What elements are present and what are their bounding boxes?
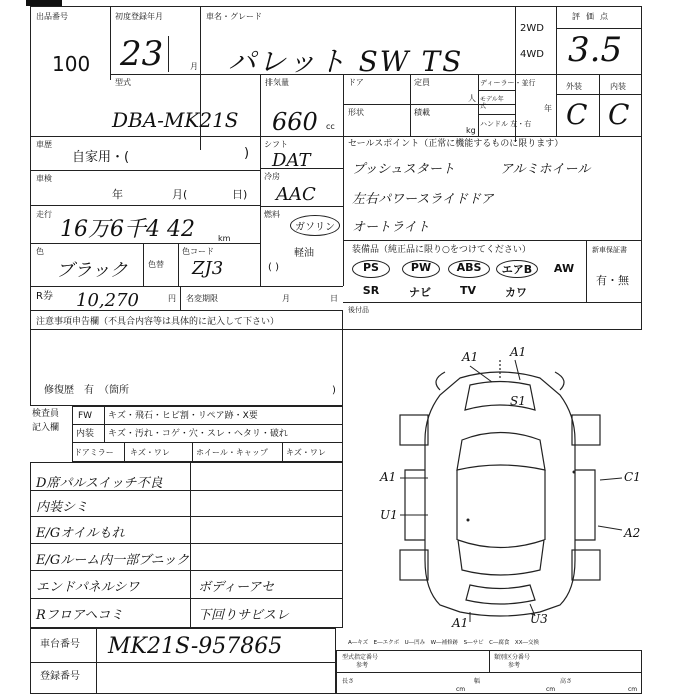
- displacement-label: 排気量: [265, 78, 289, 87]
- repair-history: 修復歴 有 （箇所: [44, 385, 129, 396]
- capacity-label: 定員: [414, 78, 430, 87]
- inspector-fw-options: キズ・飛石・ヒビ割・リペア跡・X要: [108, 411, 258, 421]
- fuel-diesel: 軽油: [294, 248, 314, 259]
- cooler-value: AAC: [276, 184, 316, 205]
- exterior-label: 外装: [566, 82, 582, 91]
- inspector-interior-options: キズ・汚れ・コゲ・穴・スレ・ヘタリ・破れ: [108, 429, 288, 439]
- note-left-6: Rフロアヘコミ: [36, 608, 124, 623]
- color-code-value: ZJ3: [192, 258, 224, 279]
- capacity-unit: 人: [468, 94, 476, 103]
- warranty-options: 有・無: [596, 274, 629, 287]
- recycle-value: 10,270: [76, 290, 139, 311]
- sales-point-2: アルミホイール: [500, 162, 591, 177]
- kg-unit: kg: [466, 126, 476, 135]
- interior-label: 内装: [610, 82, 626, 91]
- mark-rear-right: U3: [530, 612, 548, 626]
- shape-label: 形状: [348, 108, 364, 117]
- mark-hood: S1: [510, 394, 526, 408]
- inspection-label: 車検: [36, 174, 52, 183]
- type-label: 型式: [115, 78, 131, 87]
- note-right-5: ボディーアセ: [198, 580, 275, 595]
- sales-point-3: 左右パワースライドドア: [352, 192, 494, 207]
- mark-right-door: C1: [624, 470, 641, 484]
- length-unit: cm: [456, 686, 466, 693]
- width-label: 幅: [474, 678, 481, 685]
- shift-label: シフト: [264, 140, 288, 149]
- height-unit: cm: [628, 686, 638, 693]
- mark-rear-left: A1: [452, 616, 469, 630]
- lot-number: 100: [52, 52, 91, 76]
- history-paren-close: ): [244, 146, 250, 161]
- mark-left-door: A1: [380, 470, 397, 484]
- color-label: 色: [36, 247, 44, 256]
- type-value: DBA-MK21S: [112, 108, 239, 132]
- equip-sr: SR: [362, 284, 380, 297]
- equip-abs: ABS: [448, 260, 490, 278]
- first-reg-year: 23: [120, 34, 164, 74]
- yen-unit: 円: [168, 294, 176, 303]
- repaint-label: 色替: [148, 260, 164, 269]
- displacement-value: 660: [272, 108, 318, 136]
- mark-front-right: A1: [510, 345, 527, 359]
- load-label: 積載: [414, 108, 430, 117]
- repair-close: ): [332, 385, 336, 396]
- color-value: ブラック: [56, 260, 128, 281]
- score-value: 3.5: [568, 30, 623, 70]
- note-left-5: エンドパネルシワ: [36, 580, 140, 595]
- approval-label: 型式指定番号: [342, 654, 379, 661]
- chassis-value: MK21S-957865: [108, 634, 283, 659]
- note-right-6: 下回りサビスレ: [198, 608, 290, 623]
- mark-left-rear: U1: [380, 508, 398, 522]
- recycle-label: R券: [36, 291, 53, 302]
- inspector-label-2: 記入欄: [32, 423, 60, 433]
- registration-label: 登録番号: [40, 671, 80, 682]
- approval-ref: 参考: [356, 662, 369, 669]
- year-unit: 年: [544, 104, 552, 113]
- equip-ps: PS: [352, 260, 390, 278]
- note-left-3: E/Gオイルもれ: [36, 526, 125, 541]
- note-left-1: D席パルスイッチ不良: [36, 476, 163, 491]
- sales-points-title: セールスポイント（正常に機能するものに限ります）: [348, 139, 564, 149]
- length-label: 長さ: [342, 678, 355, 685]
- history-label: 車歴: [36, 140, 52, 149]
- equip-tv: TV: [459, 284, 477, 297]
- inspection-day: 日): [232, 188, 248, 201]
- fuel-other: ( ): [268, 262, 279, 273]
- model-grade-label: 車名・グレード: [206, 12, 262, 21]
- inspection-month: 月(: [172, 188, 188, 201]
- height-label: 高さ: [560, 678, 573, 685]
- category-ref: 参考: [508, 662, 521, 669]
- equip-aw: AW: [553, 262, 575, 275]
- model-grade-value: パレット SW TS: [228, 45, 464, 78]
- fuel-gasoline: ガソリン: [290, 215, 340, 236]
- dealer-label: ディーラー・並行: [480, 79, 536, 87]
- color-code-label: 色コード: [182, 247, 214, 256]
- exterior-value: C: [566, 98, 588, 131]
- inspector-mirror-options: キズ・ワレ: [130, 448, 170, 457]
- first-reg-label: 初度登録年月: [115, 12, 163, 21]
- mileage-label: 走行: [36, 210, 52, 219]
- inspector-fw: FW: [78, 411, 93, 421]
- mark-right-rear: A2: [624, 526, 641, 540]
- note-left-4: E/Gルーム内一部ブニック: [36, 553, 190, 568]
- drive-4wd: 4WD: [520, 49, 544, 60]
- sales-point-1: プッシュスタート: [352, 162, 455, 177]
- score-label: 評価点: [572, 12, 614, 21]
- new-warranty-label: 新車保証書: [592, 246, 627, 254]
- damage-legend: A―キズ E―エクボ U―凹み W―補修跡 S―サビ C―腐食 XX―交換: [348, 640, 539, 646]
- drive-2wd: 2WD: [520, 23, 544, 34]
- equipment-title: 装備品（純正品に限り○をつけてください）: [352, 245, 531, 255]
- km-unit: km: [218, 234, 231, 243]
- equip-airbag: エアB: [496, 260, 538, 278]
- shift-value: DAT: [272, 150, 311, 171]
- cooler-label: 冷房: [264, 172, 280, 181]
- handle-label: ハンドル 左・右: [480, 120, 532, 128]
- equip-pw: PW: [402, 260, 440, 278]
- inspector-label-1: 検査員: [32, 409, 60, 419]
- cc-unit: cc: [326, 122, 335, 131]
- equip-navi: ナビ: [409, 286, 431, 299]
- notes-title: 注意事項申告欄（不具合内容等は具体的に記入して下さい）: [36, 317, 280, 327]
- width-unit: cm: [546, 686, 556, 693]
- interior-value: C: [608, 98, 630, 131]
- note-left-2: 内装シミ: [36, 500, 89, 515]
- category-label: 類別区分番号: [494, 654, 531, 661]
- chassis-label: 車台番号: [40, 639, 80, 650]
- post-equipment-label: 後付品: [348, 306, 369, 314]
- mark-front-left: A1: [462, 350, 479, 364]
- month-unit: 月: [190, 62, 198, 71]
- inspector-interior: 内装: [76, 429, 95, 439]
- name-change-label: 名変期限: [186, 294, 218, 303]
- lot-label: 出品番号: [36, 12, 68, 21]
- name-change-day: 日: [330, 294, 338, 303]
- door-label: ドア: [348, 78, 364, 87]
- history-value: 自家用・(: [72, 150, 130, 165]
- inspector-mirror: ドアミラー: [74, 448, 114, 457]
- equip-leather: カワ: [505, 286, 527, 299]
- inspector-wheel: ホイール・キャップ: [196, 448, 268, 457]
- mileage-value: 16万6千4 42: [60, 217, 195, 242]
- name-change-month: 月: [282, 294, 290, 303]
- sales-point-4: オートライト: [352, 220, 430, 235]
- model-year-label: モデル年式: [480, 96, 504, 110]
- inspection-year: 年: [112, 188, 123, 201]
- inspector-wheel-options: キズ・ワレ: [286, 448, 326, 457]
- fuel-label: 燃料: [264, 210, 280, 219]
